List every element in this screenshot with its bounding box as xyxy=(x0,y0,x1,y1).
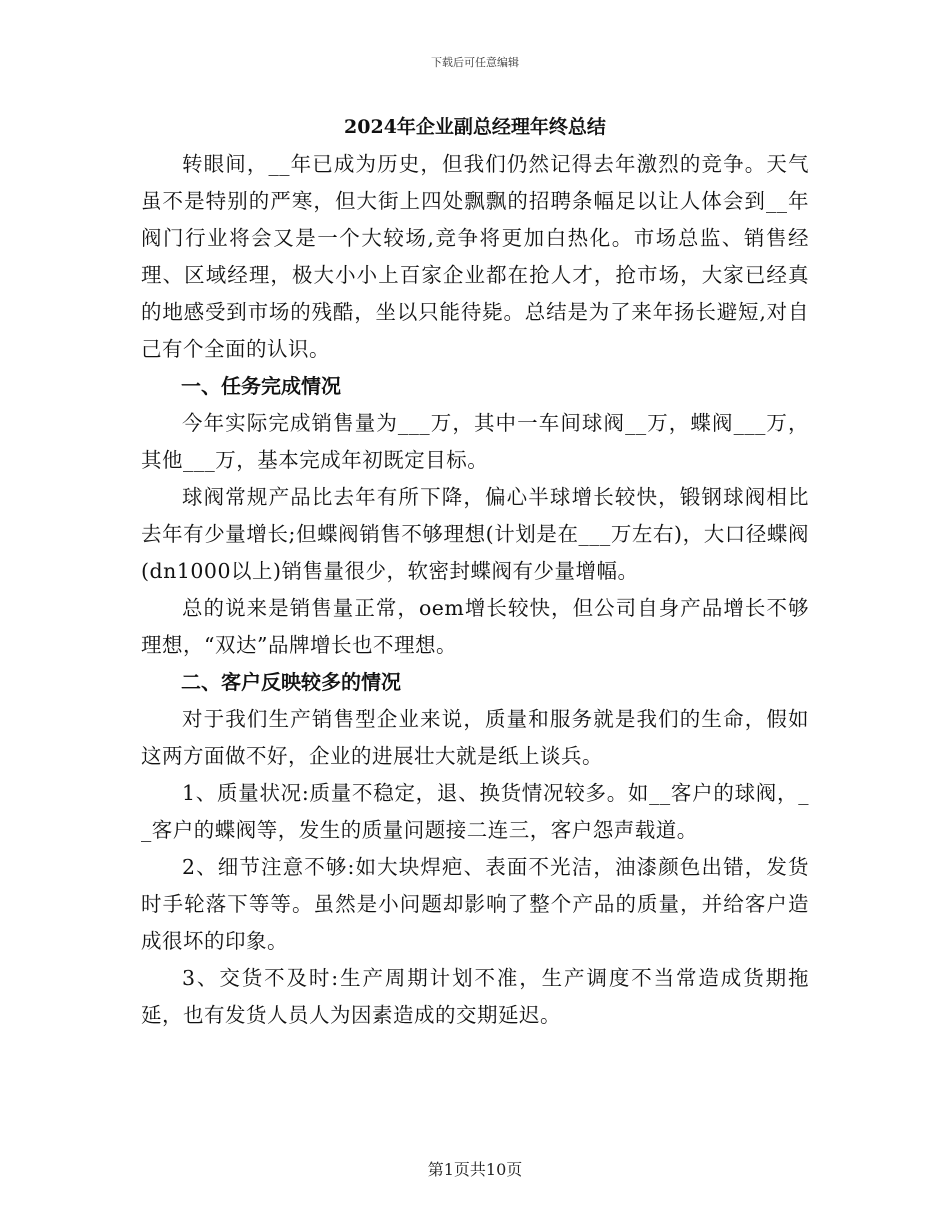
list-item: 2、细节注意不够:如大块焊疤、表面不光洁，油漆颜色出错，发货时手轮落下等等。虽然是小问题却影响了整个产品的质量，并给客户造成很坏的印象。 xyxy=(141,855,809,953)
intro-paragraph: 转眼间，__年已成为历史，但我们仍然记得去年激烈的竞争。天气虽不是特别的严寒，但大街上四处飘飘的招聘条幅足以让人体会到__年阀门行业将会又是一个大较场,竞争将更加白热化。市场总监、销售经理、区域经理，极大小小上百家企业都在抢人才，抢市场，大家已经真的地感受到市场的残酷，坐以只能待毙。总结是为了来年扬长避短,对自己有个全面的认识。 xyxy=(141,152,809,361)
paragraph: 总的说来是销售量正常，oem增长较快，但公司自身产品增长不够理想，“双达”品牌增长也不理想。 xyxy=(141,596,809,657)
page-number: 第1页共10页 xyxy=(427,1160,523,1179)
document-title: 2024年企业副总经理年终总结 xyxy=(344,116,606,138)
document-body xyxy=(141,110,809,1034)
list-item: 1、质量状况:质量不稳定，退、换货情况较多。如__客户的球阀，__客户的蝶阀等，发生的质量问题接二连三，客户怨声载道。 xyxy=(141,781,809,842)
section-heading-customer-feedback: 二、客户反映较多的情况 xyxy=(181,670,401,694)
paragraph: 今年实际完成销售量为___万，其中一车间球阀__万，蝶阀___万，其他___万，基本完成年初既定目标。 xyxy=(141,411,809,472)
paragraph: 球阀常规产品比去年有所下降，偏心半球增长较快，锻钢球阀相比去年有少量增长;但蝶阀销售不够理想(计划是在___万左右)，大口径蝶阀(dn1000以上)销售量很少，软密封蝶阀有少量增幅。 xyxy=(141,485,809,583)
paragraph: 对于我们生产销售型企业来说，质量和服务就是我们的生命，假如这两方面做不好，企业的进展壮大就是纸上谈兵。 xyxy=(141,707,809,768)
list-item: 3、交货不及时:生产周期计划不准，生产调度不当常造成货期拖延，也有发货人员人为因素造成的交期延迟。 xyxy=(141,966,809,1027)
section-heading-tasks: 一、任务完成情况 xyxy=(181,374,341,398)
header-note: 下载后可任意编辑 xyxy=(431,56,519,69)
